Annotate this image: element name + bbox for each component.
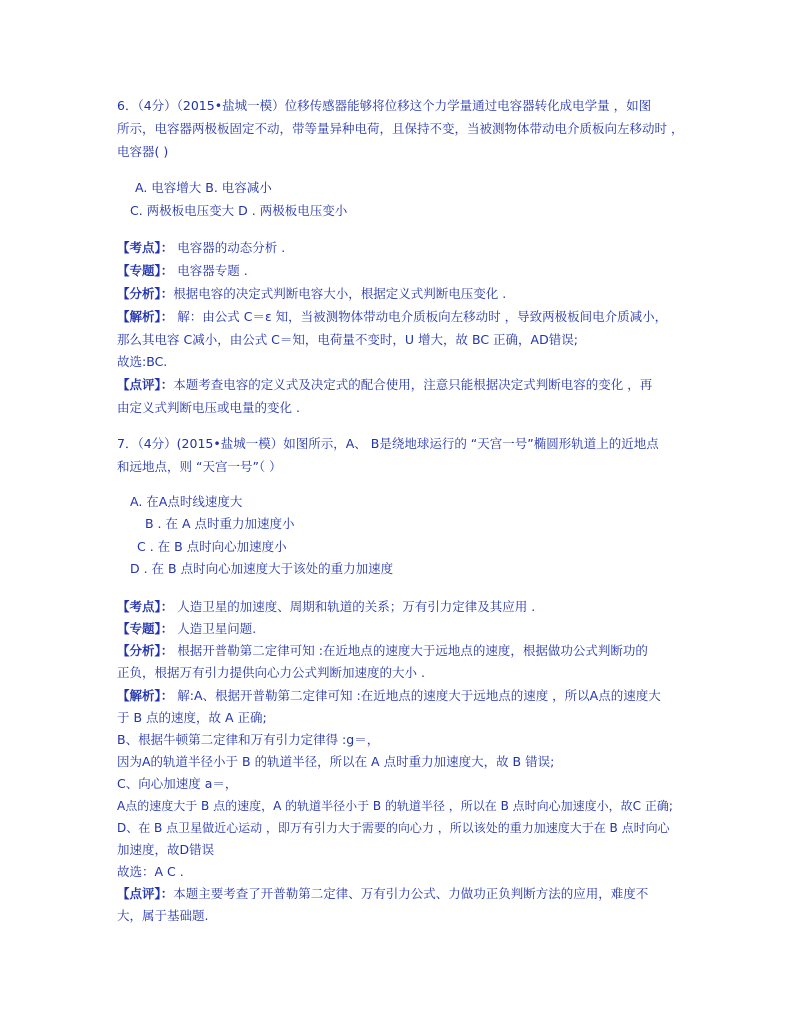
q6-zhuanti xyxy=(117,263,248,279)
q6-zhuanti-text: 电容器专题 . xyxy=(177,263,248,278)
q6-dianping-text-1: 本题考查电容的定义式及决定式的配合使用，注意只能根据决定式判断电容的变化 ，再 xyxy=(173,377,653,392)
q7-kaodian-text: 人造卫星的加速度、周期和轨道的关系；万有引力定律及其应用 . xyxy=(177,599,536,614)
q7-jiexi-label: 【解析】： xyxy=(117,688,174,703)
q6-dianping-line-2: 由定义式判断电压或电量的变化 . xyxy=(117,400,300,415)
q6-option-cd: C. 两极板电压变大 D . 两极板电压变小 xyxy=(130,203,348,218)
q7-fenxi-label: 【分析】： xyxy=(117,643,174,658)
q7-kaodian-label: 【考点】： xyxy=(117,599,174,614)
q6-stem-line-3: 电容器( ) xyxy=(117,144,169,159)
q7-zhuanti-text: 人造卫星问题. xyxy=(177,621,257,636)
q6-kaodian-label: 【考点】： xyxy=(117,240,174,255)
q6-guxuan: 故选:BC. xyxy=(117,354,168,369)
q7-option-c: C . 在 B 点时向心加速度小 xyxy=(137,539,287,554)
q6-zhuanti-label: 【专题】： xyxy=(117,263,174,278)
q7-kaodian xyxy=(117,599,535,615)
q6-option-ab: A. 电容增大 B. 电容减小 xyxy=(135,180,272,195)
q7-jiexi-line-1 xyxy=(117,688,661,704)
q6-kaodian xyxy=(117,240,285,256)
q7-guxuan: 故选：A C . xyxy=(117,864,184,879)
q6-stem-line-2: 所示，电容器两极板固定不动，带等量异种电荷，且保持不变，当被测物体带动电介质板向左移动时 ， xyxy=(117,121,684,136)
q6-jiexi-line-2: 那么其电容 C减小，由公式 C＝知，电荷量不变时，U 增大，故 BC 正确，AD错误; xyxy=(117,332,578,347)
q7-option-b: B . 在 A 点时重力加速度小 xyxy=(145,516,295,531)
q6-kaodian-text: 电容器的动态分析 . xyxy=(177,240,286,255)
q7-dianping-label: 【点评】： xyxy=(117,886,174,901)
q6-stem-line-1: 6．（4分）（2015•盐城一模）位移传感器能够将位移这个力学量通过电容器转化成电学量 ，如图 xyxy=(117,98,652,113)
q7-option-d: D . 在 B 点时向心加速度大于该处的重力加速度 xyxy=(130,561,394,576)
q6-jiexi-line-1 xyxy=(117,309,667,325)
q6-fenxi-label: 【分析】： xyxy=(117,286,174,301)
q7-dianping-line-2: 大，属于基础题. xyxy=(117,908,209,923)
q7-jiexi-line-2: 于 B 点的速度，故 A 正确; xyxy=(117,710,267,725)
q7-option-a: A. 在A点时线速度大 xyxy=(130,494,243,509)
q7-stem-line-2: 和远地点，则 “天宫一号”（ ） xyxy=(117,459,282,474)
q6-jiexi-label: 【解析】： xyxy=(117,309,174,324)
q6-fenxi xyxy=(117,286,506,302)
q7-jiexi-line-7: D、在 B 点卫星做近心运动 ，即万有引力大于需要的向心力 ，所以该处的重力加速度大于在 B 点时向心 xyxy=(117,821,670,835)
q7-fenxi-text-1: 根据开普勒第二定律可知 :在近地点的速度大于远地点的速度，根据做功公式判断功的 xyxy=(177,643,648,658)
q7-stem-line-1: 7．（4分）(2015•盐城一模）如图所示，A、 B是绕地球运行的 “天宫一号”椭圆形轨道上的近地点 xyxy=(117,436,659,451)
q7-fenxi-line-1 xyxy=(117,643,648,659)
q7-jiexi-line-3: B、根据牛顿第二定律和万有引力定律得 :g＝， xyxy=(117,732,380,747)
q7-fenxi-line-2: 正负，根据万有引力提供向心力公式判断加速度的大小 . xyxy=(117,665,425,680)
q7-dianping-text-1: 本题主要考查了开普勒第二定律、万有引力公式、力做功正负判断方法的应用，难度不 xyxy=(173,886,649,901)
q7-jiexi-line-4: 因为A的轨道半径小于 B 的轨道半径，所以在 A 点时重力加速度大，故 B 错误; xyxy=(117,754,555,769)
q7-dianping-line-1 xyxy=(117,886,648,902)
q7-jiexi-text-1: 解:A、根据开普勒第二定律可知 :在近地点的速度大于远地点的速度 ，所以A点的速度大 xyxy=(177,688,661,703)
q6-dianping-label: 【点评】： xyxy=(117,377,174,392)
q7-zhuanti-label: 【专题】： xyxy=(117,621,174,636)
q7-zhuanti xyxy=(117,621,256,637)
q7-jiexi-line-5: C、向心加速度 a＝， xyxy=(117,776,238,791)
q7-jiexi-line-8: 加速度，故D错误 xyxy=(117,842,215,857)
q6-dianping-line-1 xyxy=(117,377,652,393)
q6-fenxi-text: 根据电容的决定式判断电容大小，根据定义式判断电压变化 . xyxy=(173,286,507,301)
q6-jiexi-text-1: 解：由公式 C＝ε 知，当被测物体带动电介质板向左移动时 ，导致两极板间电介质减小， xyxy=(173,309,668,324)
q7-jiexi-line-6: A点的速度大于 B 点的速度，A 的轨道半径小于 B 的轨道半径 ，所以在 B 点时向心加速度小，故C 正确; xyxy=(117,799,673,813)
